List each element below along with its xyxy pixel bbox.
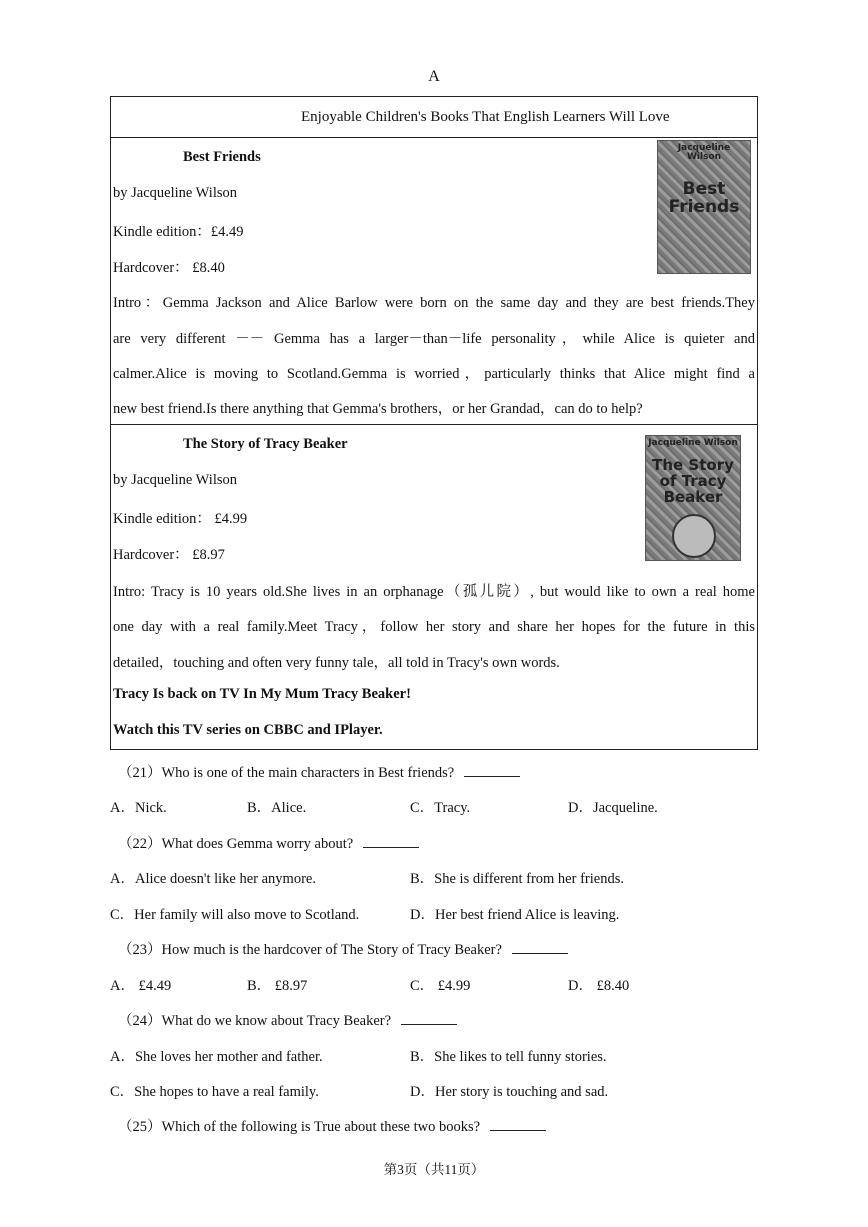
option-a[interactable]: A．Nick. [110, 800, 167, 816]
answer-blank[interactable] [401, 1012, 457, 1025]
question-24 [118, 1009, 457, 1030]
question-21 [118, 761, 520, 782]
intro-line: Intro：Gemma Jackson and Alice Barlow were born on the same day and they are best friends.They [113, 295, 755, 311]
cover-title-text: The Story of Tracy Beaker [652, 456, 734, 506]
kindle-price: Kindle edition：£4.49 [113, 224, 244, 240]
page-footer: 第3页（共11页） [383, 1162, 485, 1177]
intro-line: calmer.Alice is moving to Scotland.Gemma is worried，particularly thinks that Alice might find a [113, 366, 755, 382]
tv-note: Tracy Is back on TV In My Mum Tracy Beaker! [113, 686, 411, 702]
option-b[interactable]: B．Alice. [247, 800, 307, 816]
book-cover-image [645, 435, 741, 561]
option-c[interactable]: C．She hopes to have a real family. [110, 1084, 319, 1100]
option-a[interactable]: A．Alice doesn't like her anymore. [110, 871, 316, 887]
book-cover-image [657, 140, 751, 274]
question-22 [118, 832, 419, 853]
option-d[interactable]: D． £8.40 [568, 978, 630, 994]
option-b[interactable]: B．She likes to tell funny stories. [410, 1049, 607, 1065]
cover-author-text: Jacqueline Wilson [677, 143, 731, 163]
option-b[interactable]: B．She is different from her friends. [410, 871, 624, 887]
intro-line: new best friend.Is there anything that Gemma's brothers，or her Grandad，can do to help? [113, 401, 643, 417]
question-25 [118, 1115, 546, 1136]
kindle-price: Kindle edition： £4.99 [113, 511, 248, 527]
cover-author-text: Jacqueline Wilson [648, 438, 738, 448]
book-title: The Story of Tracy Beaker [183, 436, 348, 452]
question-23 [118, 938, 568, 959]
book-best-friends [111, 138, 757, 425]
book-tracy-beaker [111, 425, 757, 751]
section-letter: A [428, 68, 440, 85]
question-text: （24）What do we know about Tracy Beaker? [118, 1013, 392, 1029]
question-text: （22）What does Gemma worry about? [118, 836, 354, 852]
tv-note: Watch this TV series on CBBC and IPlayer. [113, 722, 383, 738]
option-b[interactable]: B． £8.97 [247, 978, 308, 994]
answer-blank[interactable] [512, 941, 568, 954]
option-d[interactable]: D．Jacqueline. [568, 800, 658, 816]
intro-line: are very different －－ Gemma has a larger－than－life personality，while Alice is quieter and [113, 331, 755, 347]
intro-line: detailed，touching and often very funny tale，all told in Tracy's own words. [113, 655, 560, 671]
answer-blank[interactable] [363, 835, 419, 848]
question-text: （25）Which of the following is True about these two books? [118, 1119, 481, 1135]
question-text: （21）Who is one of the main characters in Best friends? [118, 765, 455, 781]
option-d[interactable]: D．Her best friend Alice is leaving. [410, 907, 620, 923]
book-table [110, 96, 758, 750]
book-title: Best Friends [183, 149, 261, 165]
cover-face-illustration [672, 514, 716, 558]
option-c[interactable]: C．Tracy. [410, 800, 471, 816]
question-text: （23）How much is the hardcover of The Story of Tracy Beaker? [118, 942, 502, 958]
option-a[interactable]: A． £4.49 [110, 978, 172, 994]
cover-title-text: Best Friends [668, 179, 740, 217]
intro-line: Intro: Tracy is 10 years old.She lives in an orphanage（孤儿院）, but would like to own a real home [113, 584, 755, 600]
option-a[interactable]: A．She loves her mother and father. [110, 1049, 323, 1065]
answer-blank[interactable] [490, 1118, 546, 1131]
hardcover-price: Hardcover： £8.40 [113, 260, 225, 276]
book-author: by Jacqueline Wilson [113, 472, 237, 488]
option-d[interactable]: D．Her story is touching and sad. [410, 1084, 609, 1100]
option-c[interactable]: C．Her family will also move to Scotland. [110, 907, 360, 923]
answer-blank[interactable] [464, 764, 520, 777]
book-author: by Jacqueline Wilson [113, 185, 237, 201]
table-title: Enjoyable Children's Books That English Learners Will Love [111, 97, 757, 138]
intro-line: one day with a real family.Meet Tracy，follow her story and share her hopes for the future in this [113, 619, 755, 635]
option-c[interactable]: C． £4.99 [410, 978, 471, 994]
hardcover-price: Hardcover： £8.97 [113, 547, 225, 563]
